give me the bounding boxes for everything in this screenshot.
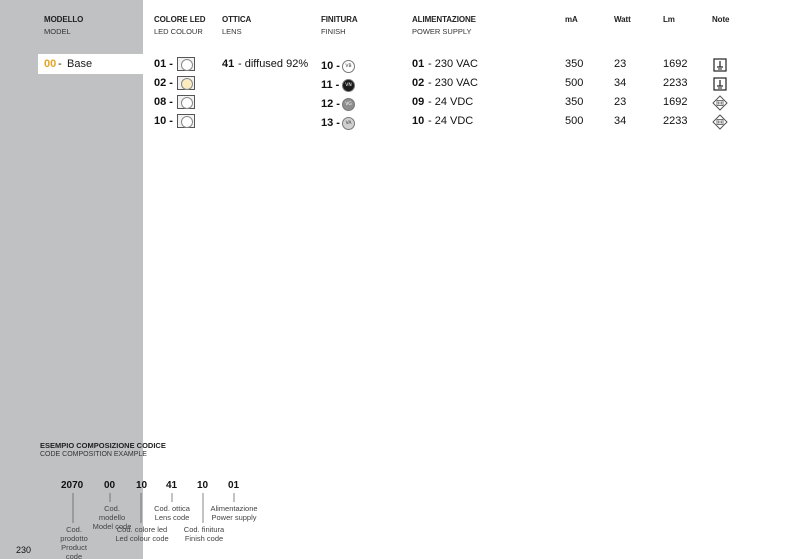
example-part: 10: [136, 480, 148, 491]
example-title: ESEMPIO COMPOSIZIONE CODICE: [40, 441, 166, 450]
value-watt: 23: [614, 96, 627, 108]
header-lm: Lm: [663, 15, 675, 24]
power-label: - 24 VDC: [428, 96, 474, 108]
led-colour-code: 08 -: [154, 96, 173, 108]
model-name: Base: [67, 58, 93, 70]
example-part: 2070: [61, 480, 84, 491]
finish-code: 12 -: [321, 98, 340, 110]
example-part: 01: [228, 480, 240, 491]
value-ma: 350: [565, 58, 584, 70]
example-label-finish: Cod. finitura Finish code: [183, 525, 225, 543]
example-label-led-colour: Cod. colore led Led colour code: [115, 525, 169, 543]
power-label: - 24 VDC: [428, 115, 474, 127]
led-colour-code: 01 -: [154, 58, 173, 70]
power-label: - 230 VAC: [428, 58, 478, 70]
value-watt: 34: [614, 115, 627, 127]
example-subtitle: CODE COMPOSITION EXAMPLE: [40, 451, 147, 458]
header-finish: FINITURA: [321, 15, 358, 24]
value-watt: 23: [614, 58, 627, 70]
finish-vg-icon: VG: [342, 98, 355, 111]
model-code: 00: [44, 58, 57, 70]
header-finish-en: FINISH: [321, 27, 346, 36]
value-lm: 1692: [663, 58, 688, 70]
led-colour-code: 10 -: [154, 115, 173, 127]
finish-code: 10 -: [321, 60, 340, 72]
value-lm: 1692: [663, 96, 688, 108]
model-separator: -: [58, 58, 62, 70]
finish-va-icon: VA: [342, 117, 355, 130]
header-watt: Watt: [614, 15, 631, 24]
header-led-colour-en: LED COLOUR: [154, 27, 203, 36]
led-colour-code: 02 -: [154, 77, 173, 89]
finish-code: 11 -: [321, 79, 340, 91]
header-lens-en: LENS: [222, 27, 242, 36]
example-label-power: Alimentazione Power supply: [210, 504, 258, 522]
header-led-colour: COLORE LED: [154, 15, 206, 24]
header-lens: OTTICA: [222, 15, 252, 24]
lens-code: 41: [222, 58, 235, 70]
power-code: 10: [412, 115, 425, 127]
example-label-lens: Cod. ottica Lens code: [154, 504, 190, 522]
finish-vn-icon: VN: [342, 79, 355, 92]
page-number: 230: [16, 545, 32, 555]
finish-vb-icon: VB: [342, 60, 355, 73]
value-watt: 34: [614, 77, 627, 89]
header-ma: mA: [565, 15, 578, 24]
header-power: ALIMENTAZIONE: [412, 15, 476, 24]
header-model: MODELLO: [44, 15, 84, 24]
example-label-product: Cod. prodotto Product code: [60, 525, 88, 559]
power-code: 02: [412, 77, 425, 89]
example-part: 10: [197, 480, 209, 491]
power-code: 01: [412, 58, 425, 70]
value-lm: 2233: [663, 115, 688, 127]
power-code: 09: [412, 96, 425, 108]
example-label-model: Cod. modello Model code: [92, 504, 132, 531]
lens-label: - diffused 92%: [238, 58, 309, 70]
example-part: 00: [104, 480, 116, 491]
example-part: 41: [166, 480, 178, 491]
header-note: Note: [712, 15, 730, 24]
header-power-en: POWER SUPPLY: [412, 27, 472, 36]
value-ma: 500: [565, 77, 584, 89]
value-ma: 500: [565, 115, 584, 127]
power-label: - 230 VAC: [428, 77, 478, 89]
header-model-en: MODEL: [44, 27, 71, 36]
value-ma: 350: [565, 96, 584, 108]
value-lm: 2233: [663, 77, 688, 89]
finish-code: 13 -: [321, 117, 340, 129]
